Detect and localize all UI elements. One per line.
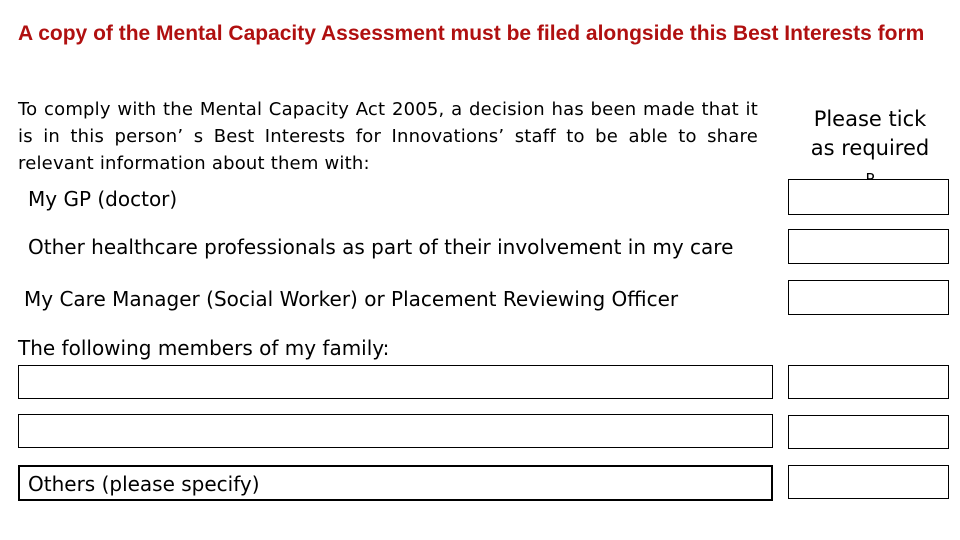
family-label: The following members of my family:	[18, 336, 390, 360]
tick-box-family-1[interactable]	[788, 365, 949, 399]
family-member-field-2[interactable]	[18, 414, 773, 448]
family-member-field-1[interactable]	[18, 365, 773, 399]
intro-paragraph: To comply with the Mental Capacity Act 2005, a decision has been made that it is in this person’ s Best Interests for Innovations’ staff to be able to share relevant information about them with:	[18, 99, 758, 174]
tick-box-healthcare[interactable]	[788, 229, 949, 264]
others-specify-field[interactable]	[18, 465, 773, 501]
tick-box-family-2[interactable]	[788, 415, 949, 449]
healthcare-label: Other healthcare professionals as part of their involvement in my care	[28, 235, 734, 259]
tick-box-gp[interactable]	[788, 179, 949, 215]
tick-heading-text: Please tick as required	[810, 107, 930, 160]
others-label: Others (please specify)	[28, 472, 260, 496]
care-manager-label: My Care Manager (Social Worker) or Placement Reviewing Officer	[24, 287, 679, 311]
gp-label: My GP (doctor)	[28, 187, 178, 211]
tick-box-care-manager[interactable]	[788, 280, 949, 315]
tick-box-others[interactable]	[788, 465, 949, 499]
form-title: A copy of the Mental Capacity Assessment must be filed alongside this Best Interests form	[18, 22, 925, 45]
